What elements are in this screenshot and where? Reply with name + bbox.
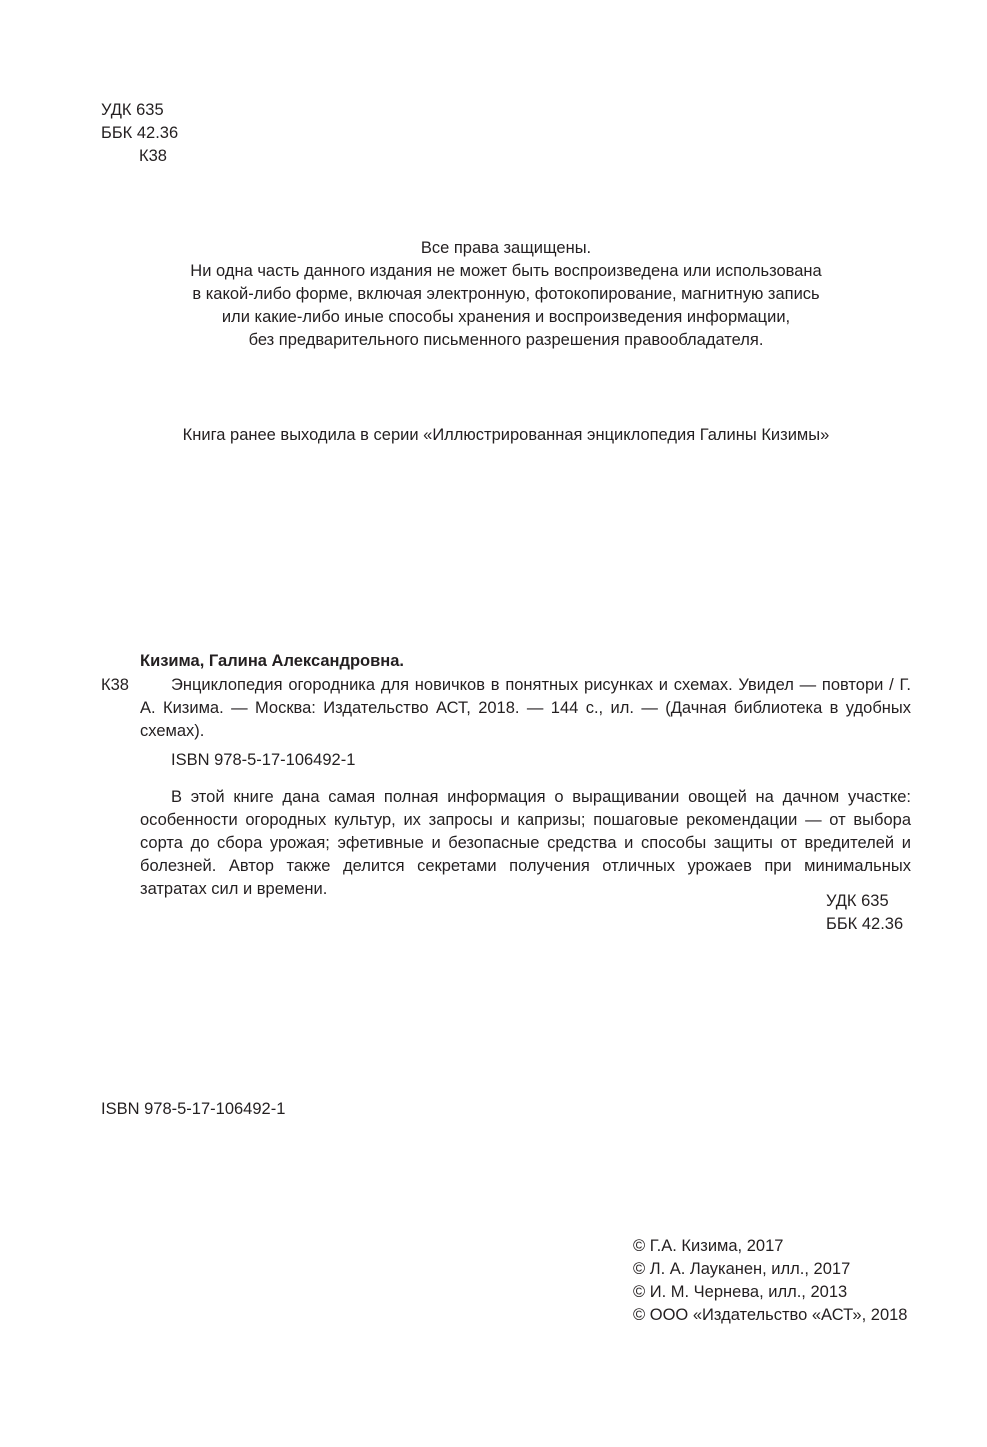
rights-notice [0,237,987,352]
bibliographic-isbn: ISBN 978-5-17-106492-1 [171,751,356,769]
copyright-line: © ООО «Издательство «АСТ», 2018 [633,1306,908,1324]
bbk-code: ББК 42.36 [101,124,179,142]
copyright-line: © Л. А. Лауканен, илл., 2017 [633,1260,851,1278]
author-mark: К38 [139,147,167,165]
udk-code: УДК 635 [101,101,164,119]
annotation [140,786,911,901]
bibliographic-author: Кизима, Галина Александровна. [140,652,404,670]
rights-line: Все права защищены. [420,239,592,257]
copyright-line: © И. М. Чернева, илл., 2013 [633,1283,848,1301]
rights-line: или какие-либо иные способы хранения и воспроизведения информации, [221,308,791,326]
rights-line: в какой-либо форме, включая электронную, фотокопирование, магнитную запись [192,285,820,303]
copyright-block [633,1235,907,1327]
bbk-code: ББК 42.36 [826,915,904,933]
isbn: ISBN 978-5-17-106492-1 [101,1100,286,1118]
rights-line: без предварительного письменного разрешения правообладателя. [248,331,764,349]
udk-code: УДК 635 [826,892,889,910]
rights-line: Ни одна часть данного издания не может быть воспроизведена или использована [190,262,822,280]
top-classification-block [101,99,178,168]
bibliographic-description [140,674,911,743]
bibliographic-author-mark: К38 [101,676,129,694]
series-note: Книга ранее выходила в серии «Иллюстрированная энциклопедия Галины Кизимы» [182,426,830,444]
annotation-text: В этой книге дана самая полная информация о выращивании овощей на дачном участке: особенности огородных культур, их запросы и капризы; пошаговые рекомендации — от выбора сорта до сбора урожая; эфетивные и безопасные средства и способы защиты от вредителей и болезней. Автор также делится секретами получения отличных урожаев при минимальных затратах сил и времени. [140,788,911,898]
bibliographic-description-text: Энциклопедия огородника для новичков в понятных рисунках и схемах. Увидел — повтори / Г. А. Кизима. — Москва: Издательство АСТ, 2018. — 144 с., ил. — (Дачная библиотека в удобных схемах). [140,676,911,740]
classification-codes [826,890,903,936]
copyright-line: © Г.А. Кизима, 2017 [633,1237,784,1255]
